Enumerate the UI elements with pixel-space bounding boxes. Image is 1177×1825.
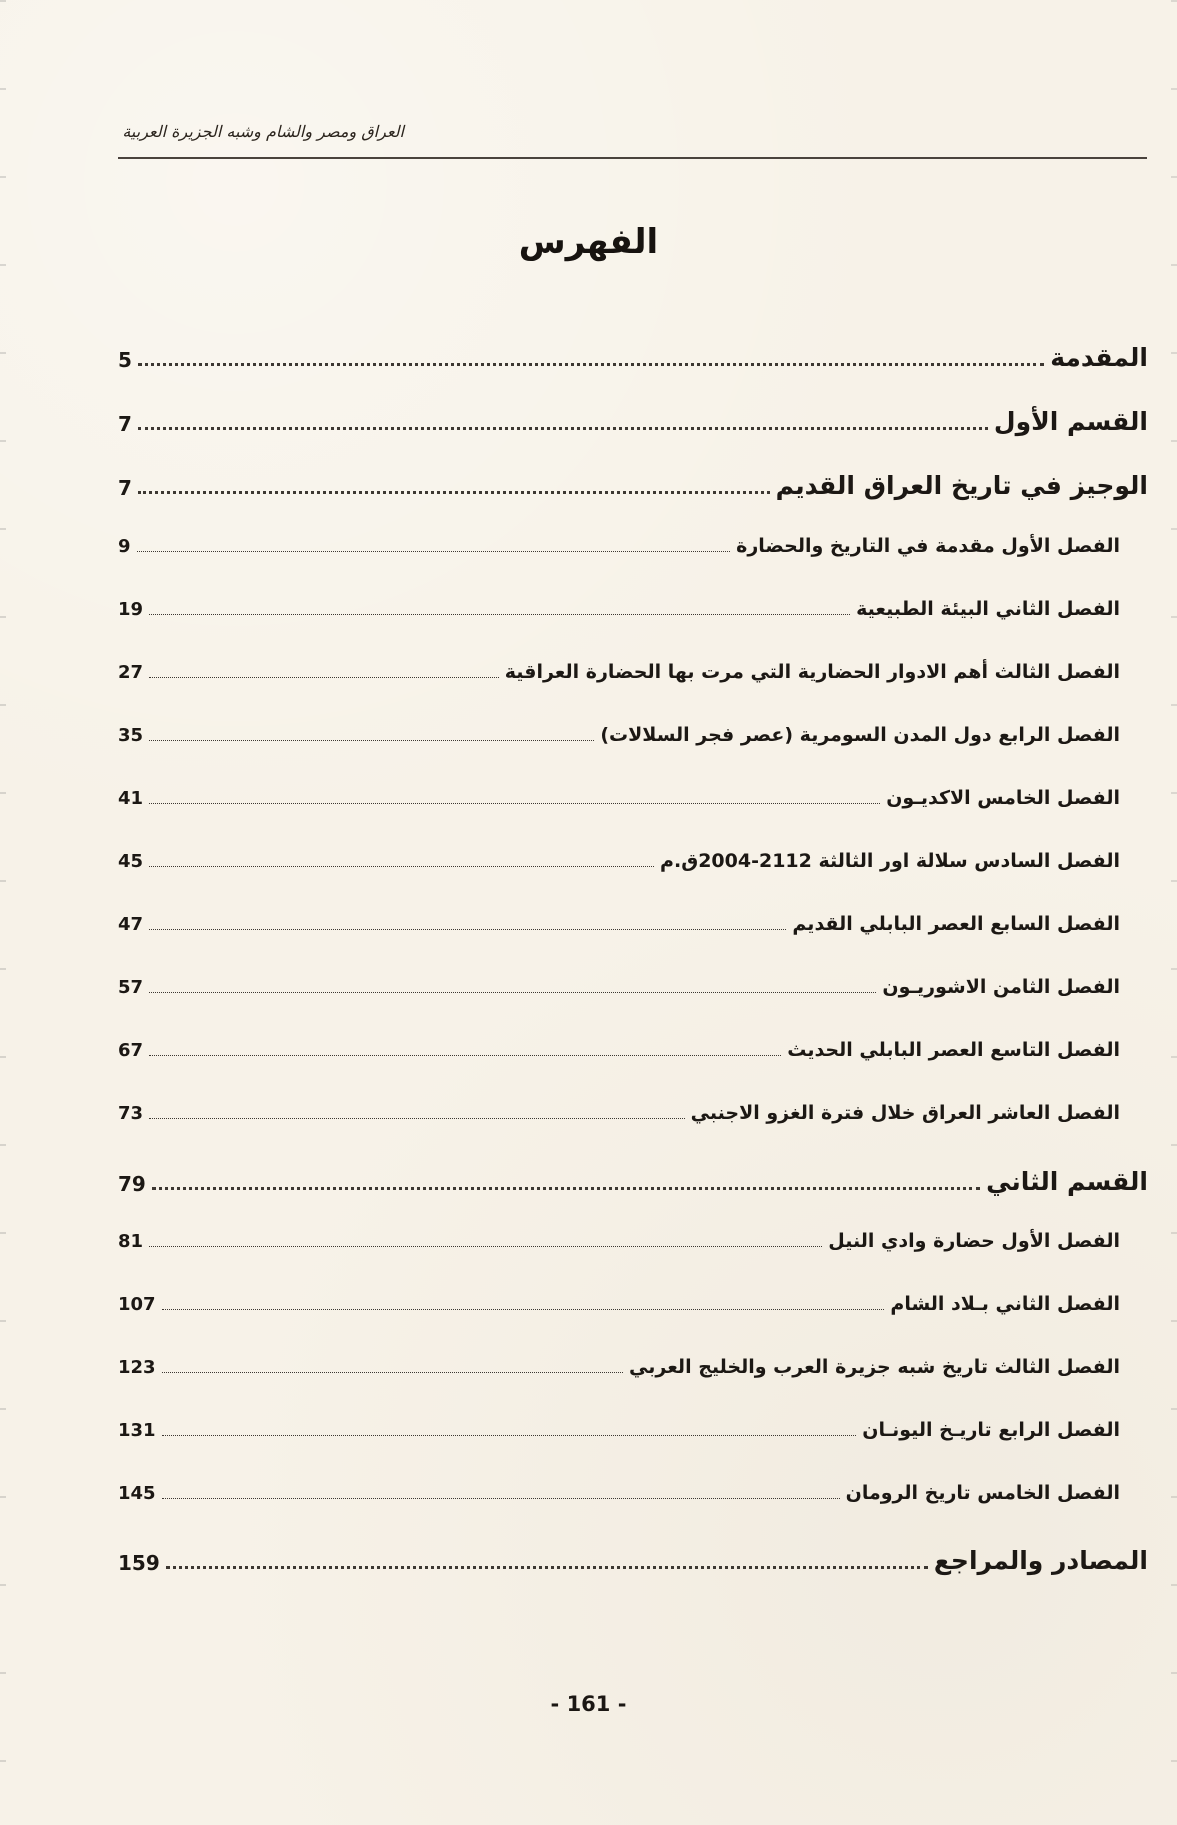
toc-entry-chapter-7 (118, 913, 1148, 935)
toc-leader-dots (166, 1565, 928, 1569)
toc-entry-sources-references (118, 1546, 1148, 1575)
toc-page-number: 73 (118, 1103, 144, 1124)
toc-entry-title: الفصل الأول حضارة وادي النيل (828, 1230, 1120, 1252)
toc-leader-dots (162, 1434, 857, 1436)
toc-page-number: 19 (118, 599, 144, 620)
toc-entry-part-two-chapter-1 (118, 1230, 1148, 1252)
toc-leader-dots (149, 676, 499, 678)
toc-leader-dots (138, 426, 988, 430)
toc-entry-part-two-chapter-3 (118, 1356, 1148, 1378)
toc-page-number: 47 (118, 914, 144, 935)
toc-page-number: 27 (118, 662, 144, 683)
toc-leader-dots (162, 1308, 885, 1310)
toc-page-number: 79 (118, 1172, 146, 1196)
toc-entry-title: الفصل الخامس تاريخ الرومان (845, 1482, 1120, 1504)
toc-entry-part-two-chapter-5 (118, 1482, 1148, 1504)
left-page-edge-marks (0, 0, 6, 1825)
toc-entry-title: الفصل الثالث أهم الادوار الحضارية التي مرت بها الحضارة العراقية (504, 661, 1120, 683)
toc-page-number: 67 (118, 1040, 144, 1061)
toc-page-number: 131 (118, 1420, 156, 1441)
toc-entry-title: الفصل التاسع العصر البابلي الحديث (787, 1039, 1120, 1061)
toc-entry-title: الفصل الرابع دول المدن السومرية (عصر فجر السلالات) (600, 724, 1120, 746)
toc-entry-title: القسم الأول (993, 407, 1148, 436)
toc-entry-introduction (118, 343, 1148, 372)
toc-leader-dots (162, 1497, 840, 1499)
page-title: الفهرس (518, 222, 659, 262)
toc-leader-dots (162, 1371, 623, 1373)
toc-leader-dots (149, 802, 880, 804)
toc-entry-iraq-history (118, 471, 1148, 500)
toc-page-number: 5 (118, 348, 132, 372)
toc-page-number: 35 (118, 725, 144, 746)
toc-entry-chapter-6 (118, 850, 1148, 872)
toc-entry-title: المقدمة (1050, 343, 1148, 372)
toc-leader-dots (149, 739, 594, 741)
running-header: العراق ومصر والشام وشبه الجزيرة العربية (122, 122, 404, 141)
toc-entry-part-two (118, 1167, 1148, 1196)
toc-entry-title: الفصل السادس سلالة اور الثالثة 2112-2004ق.م (660, 850, 1120, 872)
toc-page-number: 7 (118, 412, 132, 436)
toc-entry-chapter-5 (118, 787, 1148, 809)
toc-entry-title: الفصل الثاني بـلاد الشام (890, 1293, 1120, 1315)
toc-leader-dots (149, 1117, 685, 1119)
toc-entry-chapter-8 (118, 976, 1148, 998)
toc-page-number: 41 (118, 788, 144, 809)
toc-entry-title: الفصل الثاني البيئة الطبيعية (856, 598, 1120, 620)
toc-page-number: 45 (118, 851, 144, 872)
table-of-contents (118, 343, 1148, 1588)
right-page-edge-marks (1171, 0, 1177, 1825)
toc-page-number: 123 (118, 1357, 156, 1378)
toc-entry-chapter-2 (118, 598, 1148, 620)
toc-entry-title: الفصل الخامس الاكديـون (886, 787, 1120, 809)
toc-entry-title: القسم الثاني (986, 1167, 1148, 1196)
toc-entry-chapter-4 (118, 724, 1148, 746)
toc-leader-dots (149, 865, 654, 867)
toc-entry-title: الفصل الثالث تاريخ شبه جزيرة العرب والخليج العربي (629, 1356, 1120, 1378)
header-divider (118, 157, 1147, 159)
toc-entry-title: الفصل الرابع تاريـخ اليونـان (862, 1419, 1120, 1441)
toc-entry-chapter-10 (118, 1102, 1148, 1124)
toc-entry-title: الفصل السابع العصر البابلي القديم (792, 913, 1120, 935)
toc-entry-part-one (118, 407, 1148, 436)
toc-entry-title: الفصل الأول مقدمة في التاريخ والحضارة (736, 535, 1120, 557)
page-number: - 161 - (550, 1692, 627, 1716)
toc-entry-title: المصادر والمراجع (933, 1546, 1148, 1575)
toc-page-number: 7 (118, 476, 132, 500)
toc-leader-dots (137, 550, 731, 552)
toc-leader-dots (149, 991, 876, 993)
toc-entry-title: الفصل الثامن الاشوريـون (882, 976, 1120, 998)
toc-leader-dots (149, 928, 786, 930)
toc-entry-title: الفصل العاشر العراق خلال فترة الغزو الاجنبي (690, 1102, 1120, 1124)
toc-page-number: 81 (118, 1231, 144, 1252)
toc-entry-chapter-9 (118, 1039, 1148, 1061)
toc-entry-part-two-chapter-4 (118, 1419, 1148, 1441)
toc-page-number: 9 (118, 536, 131, 557)
toc-leader-dots (138, 362, 1044, 366)
toc-leader-dots (152, 1186, 980, 1190)
toc-entry-chapter-1 (118, 535, 1148, 557)
toc-entry-chapter-3 (118, 661, 1148, 683)
toc-leader-dots (149, 1054, 781, 1056)
toc-page-number: 159 (118, 1551, 160, 1575)
toc-page-number: 145 (118, 1483, 156, 1504)
toc-leader-dots (149, 613, 850, 615)
toc-page-number: 107 (118, 1294, 156, 1315)
toc-leader-dots (149, 1245, 822, 1247)
toc-page-number: 57 (118, 977, 144, 998)
toc-entry-title: الوجيز في تاريخ العراق القديم (775, 471, 1148, 500)
toc-leader-dots (138, 490, 770, 494)
toc-entry-part-two-chapter-2 (118, 1293, 1148, 1315)
